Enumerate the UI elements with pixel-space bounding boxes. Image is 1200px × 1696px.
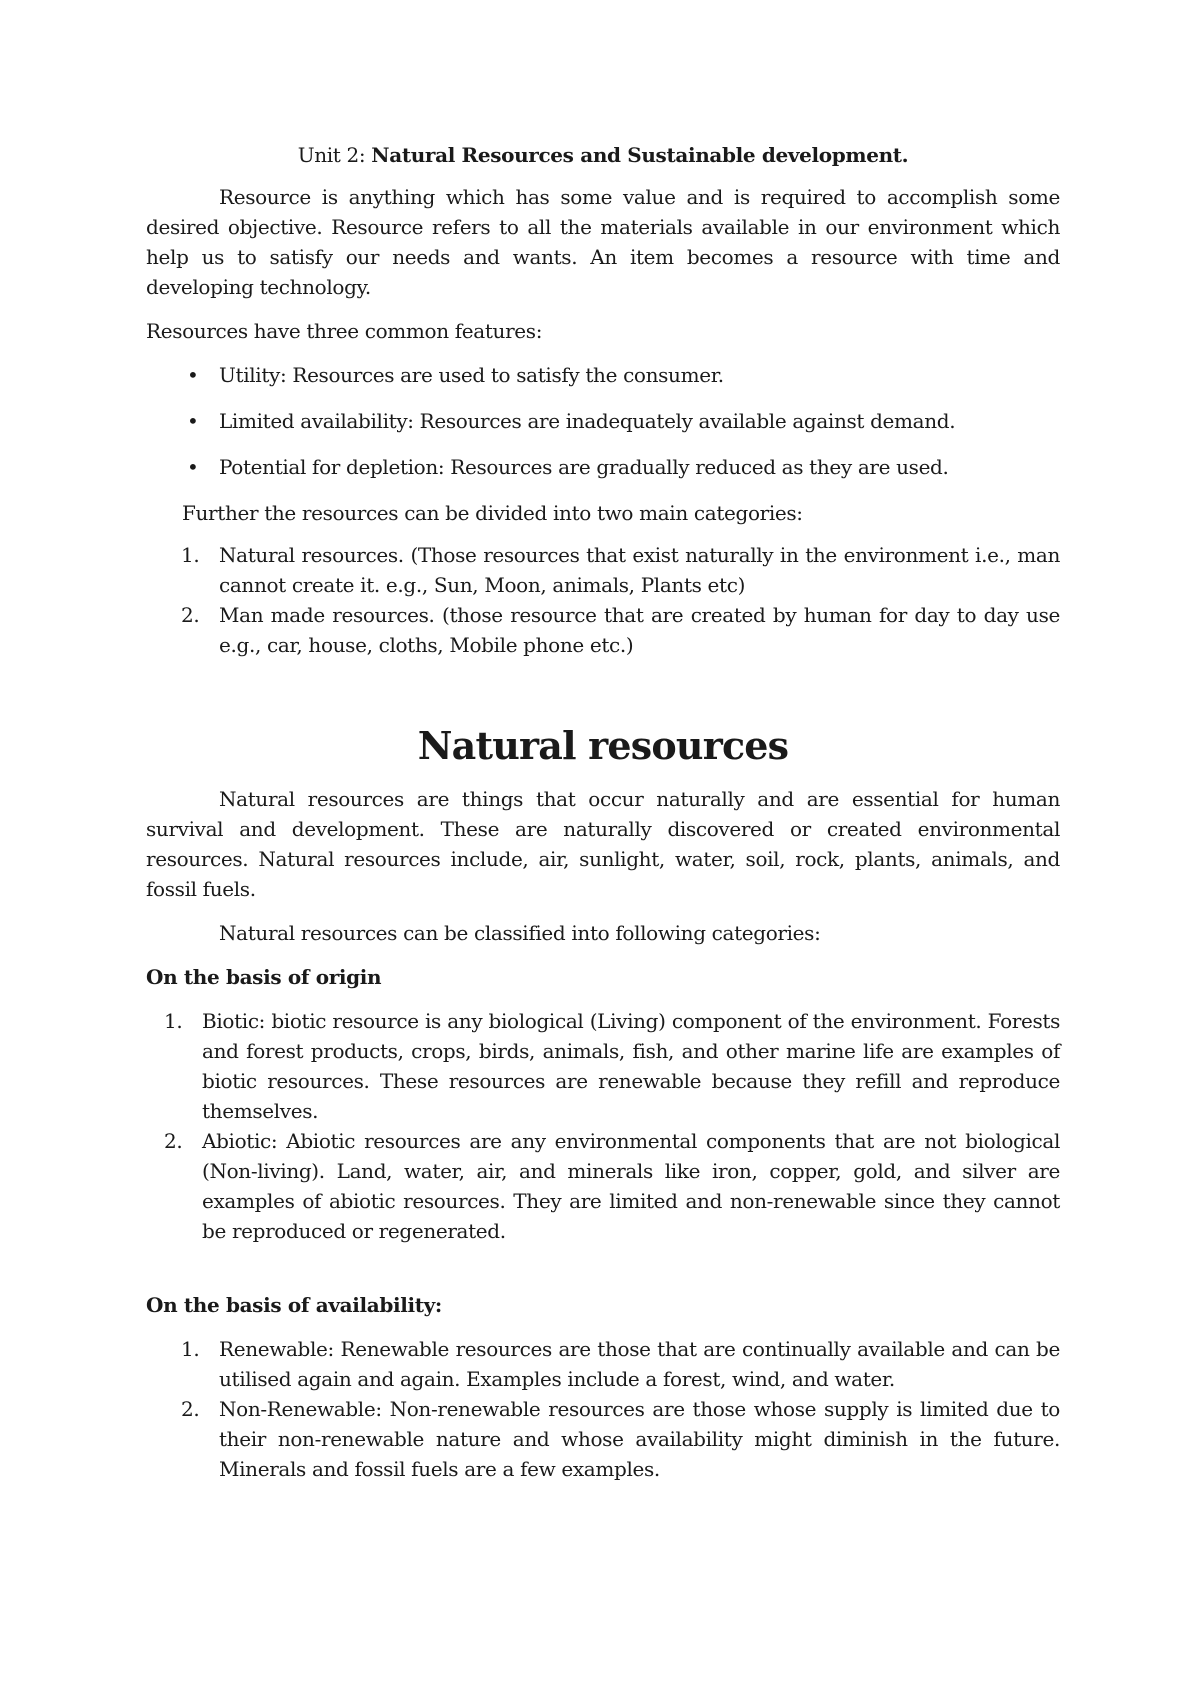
list-item — [146, 1394, 1060, 1484]
list-number: 2. — [181, 603, 200, 627]
list-text: Man made resources. (those resource that are created by human for day to day use e.g., car, house, cloths, Mobile phone etc.) — [219, 603, 1060, 657]
feature-text: Potential for depletion: Resources are gradually reduced as they are used. — [219, 455, 949, 479]
list-item — [146, 360, 1060, 390]
list-number: 1. — [181, 1337, 200, 1361]
natural-resources-heading: Natural resources — [417, 723, 789, 768]
document-page — [146, 140, 1060, 1484]
list-text: Natural resources. (Those resources that exist naturally in the environment i.e., man cannot create it. e.g., Sun, Moon, animals, Plants etc) — [219, 543, 1060, 597]
list-item — [146, 1006, 1060, 1126]
unit-title-bold: Natural Resources and Sustainable development. — [371, 143, 909, 167]
list-number: 2. — [181, 1397, 200, 1421]
list-number: 2. — [164, 1129, 183, 1153]
feature-text: Utility: Resources are used to satisfy the consumer. — [219, 363, 724, 387]
list-item — [146, 406, 1060, 436]
features-intro: Resources have three common features: — [146, 319, 543, 343]
features-list — [146, 360, 1060, 482]
bullet-icon: • — [187, 455, 199, 479]
unit-title-prefix: Unit 2: — [297, 143, 372, 167]
list-text: Non-Renewable: Non-renewable resources are those whose supply is limited due to their non-renewable nature and whose availability might diminish in the future. Minerals and fossil fuels are a few examples. — [219, 1397, 1060, 1481]
categories-list — [146, 540, 1060, 660]
categories-intro: Further the resources can be divided into two main categories: — [182, 501, 803, 525]
bullet-icon: • — [187, 409, 199, 433]
list-item — [146, 540, 1060, 600]
classified-intro: Natural resources can be classified into following categories: — [219, 921, 821, 945]
list-item — [146, 600, 1060, 660]
list-item — [146, 1334, 1060, 1394]
unit-title — [146, 140, 1060, 170]
intro-paragraph: Resource is anything which has some value and is required to accomplish some desired objective. Resource refers to all the materials available in our environment which help us to satisfy our needs and wants. An item becomes a resource with time and developing technology. — [146, 185, 1060, 299]
origin-heading: On the basis of origin — [146, 965, 382, 989]
natural-paragraph: Natural resources are things that occur naturally and are essential for human survival and development. These are naturally discovered or created environmental resources. Natural resources include, air, sunlight, water, soil, rock, plants, animals, and fossil fuels. — [146, 787, 1060, 901]
list-item — [146, 1126, 1060, 1246]
availability-list — [146, 1334, 1060, 1484]
list-text: Renewable: Renewable resources are those that are continually available and can be utilised again and again. Examples include a forest, wind, and water. — [219, 1337, 1060, 1391]
feature-text: Limited availability: Resources are inadequately available against demand. — [219, 409, 956, 433]
list-number: 1. — [181, 543, 200, 567]
list-number: 1. — [164, 1009, 183, 1033]
list-item — [146, 452, 1060, 482]
list-text: Biotic: biotic resource is any biological (Living) component of the environment. Forests and forest products, crops, birds, animals, fish, and other marine life are examples of biotic resources. These resources are renewable because they refill and reproduce themselves. — [202, 1009, 1060, 1123]
list-text: Abiotic: Abiotic resources are any environmental components that are not biological (Non-living). Land, water, air, and minerals like iron, copper, gold, and silver are examples of abiotic resources. They are limited and non-renewable since they cannot be reproduced or regenerated. — [202, 1129, 1060, 1243]
bullet-icon: • — [187, 363, 199, 387]
availability-heading: On the basis of availability: — [146, 1293, 442, 1317]
origin-list — [146, 1006, 1060, 1246]
